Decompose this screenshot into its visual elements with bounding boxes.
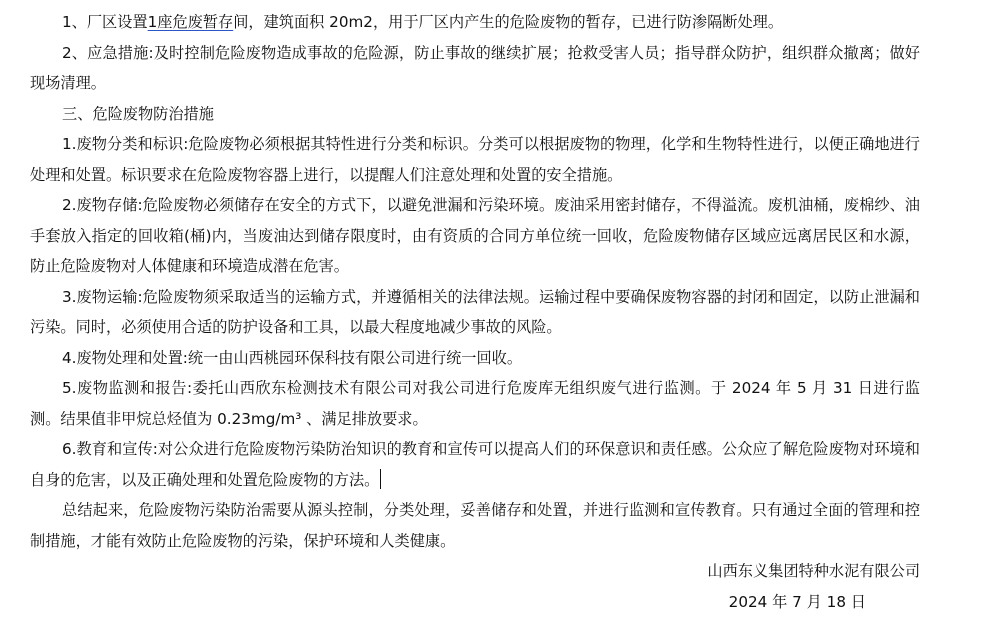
text-cursor xyxy=(380,469,381,489)
paragraph-emergency-measures: 2、应急措施:及时控制危险废物造成事故的危险源，防止事故的继续扩展；抢救受害人员；指导群众防护，组织群众撤离；做好现场清理。 xyxy=(30,43,920,92)
signature-date: 2024 年 7 月 18 日 xyxy=(728,592,866,611)
item-monitoring: 5.废物监测和报告:委托山西欣东检测技术有限公司对我公司进行危废库无组织废气进行监测。于 2024 年 5 月 31 日进行监测。结果值非甲烷总烃值为 0.23mg/m³ 、满足排放要求。 xyxy=(30,379,920,428)
section-heading-3: 三、危险废物防治措施 xyxy=(62,104,214,123)
signature-block xyxy=(30,556,920,617)
p1-suffix: 间，建筑面积 20m2，用于厂区内产生的危险废物的暂存，已进行防渗隔断处理。 xyxy=(233,13,784,31)
item-classification: 1.废物分类和标识:危险废物必须根据其特性进行分类和标识。分类可以根据废物的物理，化学和生物特性进行，以便正确地进行处理和处置。标识要求在危险废物容器上进行，以提醒人们注意处理和处置的安全措施。 xyxy=(30,135,920,184)
signature-company: 山西东义集团特种水泥有限公司 xyxy=(707,562,920,580)
item-storage: 2.废物存储:危险废物必须储存在安全的方式下，以避免泄漏和污染环境。废油采用密封储存，不得溢流。废机油桶，废棉纱、油手套放入指定的回收箱(桶)内，当废油达到储存限度时，由有资质的合同方单位统一回收，危险废物储存区域应远离居民区和水源，防止危险废物对人体健康和环境造成潜在危害。 xyxy=(30,196,920,275)
paragraph-summary: 总结起来，危险废物污染防治需要从源头控制，分类处理，妥善储存和处置，并进行监测和宣传教育。只有通过全面的管理和控制措施，才能有效防止危险废物的污染，保护环境和人类健康。 xyxy=(30,501,920,550)
item-transport: 3.废物运输:危险废物须采取适当的运输方式，并遵循相关的法律法规。运输过程中要确保废物容器的封闭和固定，以防止泄漏和污染。同时，必须使用合适的防护设备和工具，以最大程度地减少事故的风险。 xyxy=(30,287,920,336)
item-education-text: 6.教育和宣传:对公众进行危险废物污染防治知识的教育和宣传可以提高人们的环保意识和责任感。公众应了解危险废物对环境和自身的危害，以及正确处理和处置危险废物的方法。 xyxy=(30,440,920,489)
p1-prefix: 1、厂区设置 xyxy=(62,13,148,31)
p1-underlined-text: 1座危废暂存 xyxy=(147,13,234,31)
item-education xyxy=(30,434,920,495)
item-disposal: 4.废物处理和处置:统一由山西桃园环保科技有限公司进行统一回收。 xyxy=(62,348,523,367)
paragraph-hazardous-storage xyxy=(30,7,920,38)
